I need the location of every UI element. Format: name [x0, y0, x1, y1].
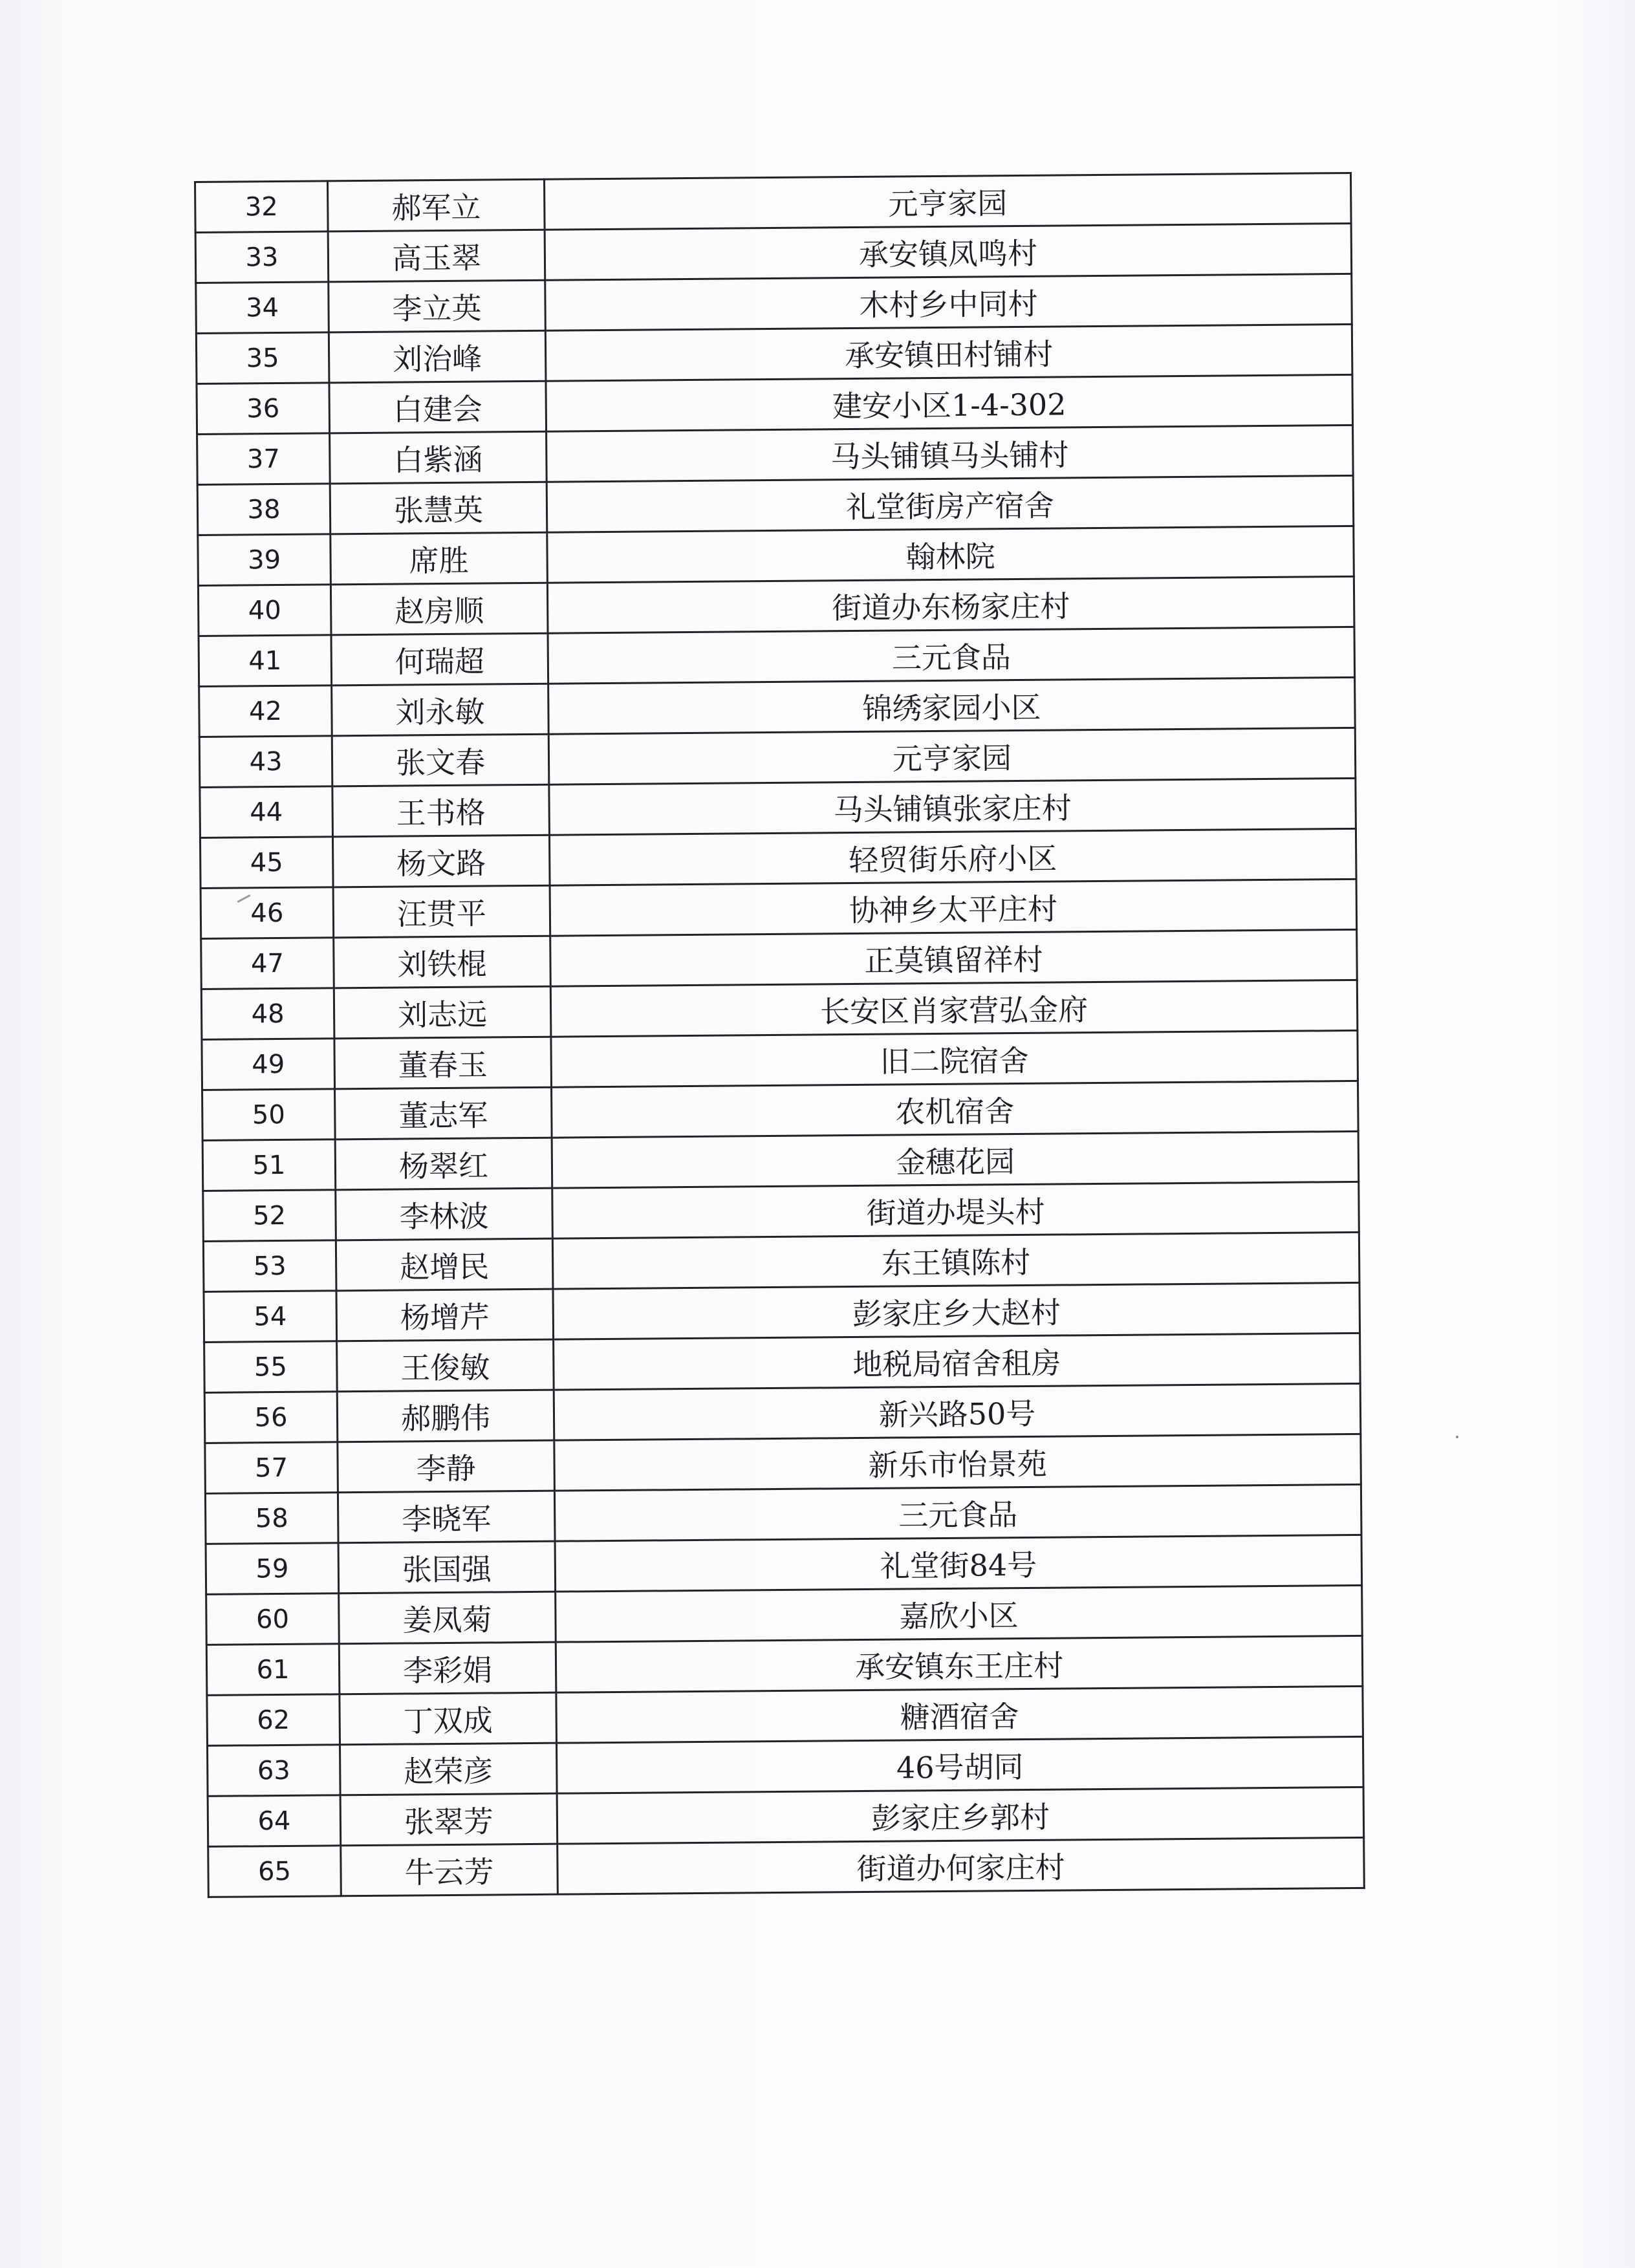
person-name: 张国强	[338, 1541, 556, 1593]
row-number: 64	[208, 1795, 341, 1847]
row-number: 43	[199, 736, 332, 788]
row-number: 50	[202, 1089, 336, 1141]
address: 承安镇东王庄村	[556, 1636, 1363, 1692]
address: 礼堂街84号	[555, 1535, 1362, 1592]
table-row	[206, 1636, 1363, 1695]
row-number: 63	[208, 1745, 341, 1797]
row-number: 55	[204, 1341, 338, 1393]
row-number: 54	[204, 1291, 337, 1343]
person-name: 赵荣彦	[340, 1743, 557, 1795]
address: 元亨家园	[548, 728, 1356, 784]
person-name: 席胜	[330, 532, 548, 585]
table-row	[207, 1686, 1363, 1745]
table-row	[197, 475, 1354, 535]
row-number: 36	[197, 383, 330, 435]
address: 街道办堤头村	[552, 1182, 1359, 1238]
address: 木村乡中同村	[545, 274, 1352, 330]
address: 地税局宿舍租房	[554, 1333, 1361, 1390]
table-row	[206, 1585, 1363, 1645]
row-number: 47	[201, 938, 334, 989]
address: 长安区肖家营弘金府	[550, 980, 1358, 1037]
address: 农机宿舍	[552, 1081, 1359, 1138]
roster-table	[194, 172, 1365, 1898]
table-row	[199, 627, 1355, 686]
row-number: 45	[200, 837, 333, 889]
person-name: 董志军	[335, 1087, 552, 1139]
row-number: 51	[202, 1139, 336, 1191]
row-number: 42	[199, 686, 332, 737]
table-row	[200, 828, 1356, 888]
address: 元亨家园	[544, 173, 1351, 230]
person-name: 白建会	[329, 381, 547, 433]
table-row	[204, 1282, 1360, 1342]
table-row	[197, 425, 1354, 484]
address: 协神乡太平庄村	[550, 879, 1357, 936]
table-row	[205, 1434, 1361, 1493]
person-name: 刘永敏	[332, 684, 549, 736]
row-number: 35	[196, 332, 329, 384]
person-name: 姜凤菊	[339, 1592, 556, 1644]
address: 三元食品	[548, 627, 1355, 684]
table-row	[208, 1787, 1364, 1846]
table-row	[198, 576, 1354, 636]
person-name: 张慧英	[330, 482, 547, 534]
row-number: 46	[200, 887, 334, 939]
address: 糖酒宿舍	[556, 1686, 1363, 1743]
address: 彭家庄乡郭村	[557, 1787, 1364, 1844]
address: 新乐市怡景苑	[554, 1434, 1361, 1491]
person-name: 王俊敏	[337, 1339, 554, 1392]
person-name: 丁双成	[340, 1692, 557, 1745]
roster-table-body	[195, 173, 1365, 1897]
person-name: 李彩娟	[339, 1642, 556, 1694]
row-number: 39	[198, 534, 331, 586]
table-row	[201, 929, 1358, 989]
row-number: 53	[203, 1240, 336, 1292]
address: 马头铺镇马头铺村	[547, 425, 1354, 482]
address: 建安小区1-4-302	[546, 374, 1353, 431]
person-name: 张翠芳	[340, 1793, 558, 1846]
row-number: 38	[197, 484, 330, 535]
table-row	[208, 1736, 1364, 1796]
row-number: 60	[206, 1593, 340, 1645]
person-name: 李静	[338, 1440, 555, 1493]
address: 正莫镇留祥村	[550, 929, 1358, 986]
address: 马头铺镇张家庄村	[549, 778, 1356, 835]
address: 街道办东杨家庄村	[547, 576, 1354, 633]
table-row	[196, 324, 1352, 383]
person-name: 张文春	[332, 734, 549, 786]
person-name: 高玉翠	[328, 230, 545, 282]
row-number: 58	[205, 1493, 338, 1544]
table-row	[202, 1131, 1359, 1191]
row-number: 34	[196, 282, 329, 334]
table-row	[202, 1081, 1359, 1140]
address: 彭家庄乡大赵村	[553, 1282, 1360, 1339]
address: 三元食品	[554, 1484, 1361, 1541]
row-number: 33	[195, 232, 329, 283]
row-number: 52	[203, 1190, 336, 1242]
person-name: 刘铁棍	[334, 936, 551, 988]
scan-speck	[1456, 1436, 1458, 1438]
person-name: 刘治峰	[329, 330, 546, 383]
person-name: 何瑞超	[331, 633, 548, 686]
row-number: 40	[198, 585, 331, 636]
table-row	[196, 274, 1352, 333]
person-name: 赵增民	[336, 1238, 553, 1291]
table-row	[203, 1182, 1359, 1241]
address: 礼堂街房产宿舍	[547, 475, 1354, 532]
address: 旧二院宿舍	[551, 1030, 1358, 1087]
person-name: 赵房顺	[330, 583, 548, 635]
person-name: 李晓军	[338, 1491, 555, 1543]
row-number: 49	[202, 1039, 335, 1090]
address: 承安镇凤鸣村	[545, 223, 1352, 280]
address: 嘉欣小区	[556, 1585, 1363, 1642]
address: 承安镇田村铺村	[545, 324, 1352, 381]
address: 锦绣家园小区	[548, 677, 1356, 734]
row-number: 65	[208, 1846, 341, 1897]
table-row	[197, 374, 1353, 434]
person-name: 杨文路	[332, 835, 550, 887]
person-name: 汪贯平	[333, 885, 550, 938]
table-row	[198, 526, 1354, 585]
address: 东王镇陈村	[552, 1232, 1359, 1289]
person-name: 杨增芹	[336, 1289, 554, 1341]
address: 街道办何家庄村	[558, 1837, 1365, 1894]
row-number: 48	[201, 988, 334, 1040]
table-row	[203, 1232, 1359, 1291]
row-number: 56	[204, 1392, 338, 1443]
row-number: 61	[206, 1644, 340, 1696]
address: 金穗花园	[552, 1131, 1359, 1188]
person-name: 杨翠红	[335, 1138, 552, 1190]
table-row	[208, 1837, 1365, 1897]
row-number: 57	[205, 1442, 338, 1494]
table-row	[195, 173, 1352, 232]
row-number: 37	[197, 433, 330, 485]
table-row	[205, 1484, 1361, 1544]
person-name: 王书格	[332, 784, 550, 837]
table-row	[206, 1535, 1362, 1594]
table-row	[200, 879, 1357, 938]
table-row	[199, 677, 1356, 737]
person-name: 李林波	[336, 1188, 553, 1240]
address: 46号胡同	[556, 1736, 1363, 1793]
table-row	[199, 728, 1356, 787]
person-name: 郝军立	[328, 179, 545, 232]
table-row	[200, 778, 1356, 837]
row-number: 62	[207, 1694, 340, 1746]
person-name: 牛云芳	[341, 1844, 558, 1896]
row-number: 59	[206, 1543, 339, 1595]
table-row	[195, 223, 1352, 283]
row-number: 32	[195, 181, 329, 233]
person-name: 董春玉	[334, 1037, 552, 1089]
address: 轻贸街乐府小区	[549, 828, 1356, 885]
table-row	[204, 1333, 1361, 1392]
person-name: 李立英	[329, 280, 546, 332]
row-number: 44	[200, 786, 333, 838]
person-name: 刘志远	[334, 986, 551, 1039]
person-name: 郝鹏伟	[337, 1390, 554, 1442]
person-name: 白紫涵	[330, 431, 547, 484]
address: 翰林院	[547, 526, 1354, 583]
address: 新兴路50号	[554, 1383, 1361, 1440]
table-row	[202, 1030, 1358, 1090]
table-row	[204, 1383, 1361, 1443]
table-row	[201, 980, 1358, 1039]
row-number: 41	[199, 635, 332, 687]
